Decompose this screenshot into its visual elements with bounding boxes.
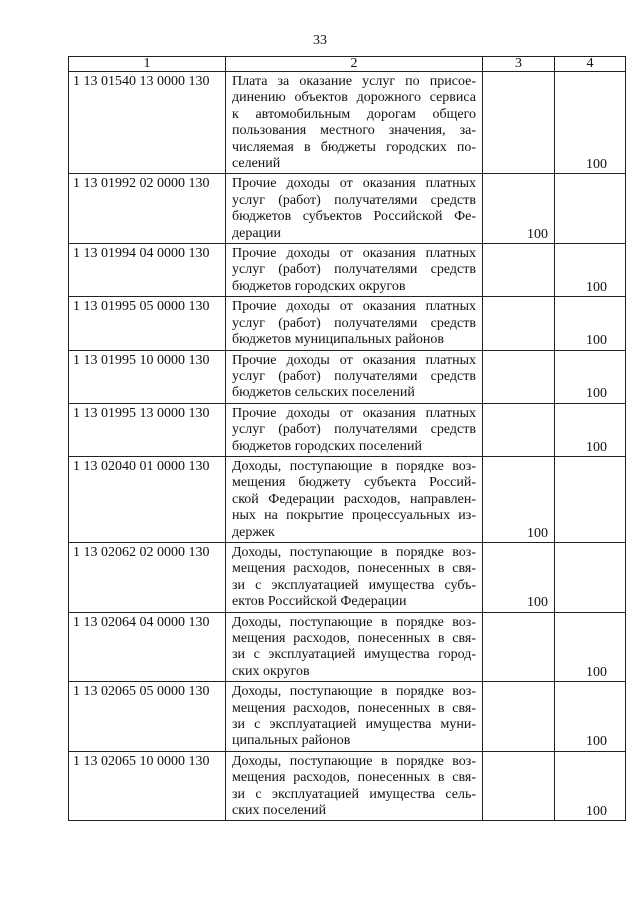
description-line: ских округов <box>232 663 310 679</box>
description-cell <box>226 244 483 297</box>
column-4-value: 100 <box>555 350 626 403</box>
description-line: бюджетов субъектов Российской Фе- <box>232 209 476 225</box>
column-header-4: 4 <box>555 57 626 72</box>
column-header-3: 3 <box>483 57 555 72</box>
budget-code-cell: 1 13 02064 04 0000 130 <box>69 612 226 682</box>
description-line: Плата за оказание услуг по присое- <box>232 74 476 89</box>
description-line: Доходы, поступающие в порядке воз- <box>232 684 476 700</box>
description-line: бюджетов сельских поселений <box>232 385 415 401</box>
description-line: Прочие доходы от оказания платных <box>232 299 476 315</box>
description-cell <box>226 542 483 612</box>
description-line: Доходы, поступающие в порядке воз- <box>232 544 476 560</box>
column-3-value <box>483 297 555 350</box>
budget-code-cell: 1 13 01995 10 0000 130 <box>69 350 226 403</box>
table-row <box>69 174 626 244</box>
table-row <box>69 751 626 821</box>
table-row <box>69 244 626 297</box>
description-line: динению объектов дорожного сервиса <box>232 90 476 106</box>
description-line: зи с эксплуатацией имущества сель- <box>232 786 476 802</box>
table-row <box>69 297 626 350</box>
budget-code-cell: 1 13 01994 04 0000 130 <box>69 244 226 297</box>
description-line: дерации <box>232 225 282 241</box>
column-3-value <box>483 72 555 174</box>
description-line: ных на покрытие процессуальных из- <box>232 508 476 524</box>
budget-code-cell: 1 13 02065 05 0000 130 <box>69 682 226 752</box>
description-cell <box>226 174 483 244</box>
description-line: услуг (работ) получателями средств <box>232 422 476 438</box>
description-line: Доходы, поступающие в порядке воз- <box>232 753 476 769</box>
column-3-value <box>483 751 555 821</box>
table-row <box>69 350 626 403</box>
column-3-value: 100 <box>483 542 555 612</box>
description-line: держек <box>232 524 275 540</box>
description-line: к автомобильным дорогам общего <box>232 106 476 122</box>
description-line: услуг (работ) получателями средств <box>232 262 476 278</box>
description-cell <box>226 751 483 821</box>
table-header-row <box>69 57 626 72</box>
description-line: ектов Российской Федерации <box>232 594 407 610</box>
description-cell <box>226 456 483 542</box>
column-4-value: 100 <box>555 403 626 456</box>
column-3-value: 100 <box>483 174 555 244</box>
description-cell <box>226 350 483 403</box>
column-3-value <box>483 350 555 403</box>
description-line: мещения расходов, понесенных в свя- <box>232 770 476 786</box>
column-4-value <box>555 174 626 244</box>
column-3-value <box>483 403 555 456</box>
description-line: бюджетов городских поселений <box>232 438 422 454</box>
description-line: мещения расходов, понесенных в свя- <box>232 561 476 577</box>
description-line: услуг (работ) получателями средств <box>232 315 476 331</box>
column-4-value: 100 <box>555 682 626 752</box>
description-line: Прочие доходы от оказания платных <box>232 246 476 262</box>
column-4-value: 100 <box>555 612 626 682</box>
budget-code-cell: 1 13 02065 10 0000 130 <box>69 751 226 821</box>
description-line: бюджетов муниципальных районов <box>232 332 444 348</box>
table-body <box>69 72 626 821</box>
budget-code-cell: 1 13 01540 13 0000 130 <box>69 72 226 174</box>
column-4-value: 100 <box>555 72 626 174</box>
description-cell <box>226 403 483 456</box>
column-3-value <box>483 612 555 682</box>
column-header-1: 1 <box>69 57 226 72</box>
description-line: ских поселений <box>232 803 327 819</box>
table-row <box>69 403 626 456</box>
description-line: Прочие доходы от оказания платных <box>232 352 476 368</box>
column-3-value <box>483 682 555 752</box>
description-line: Доходы, поступающие в порядке воз- <box>232 458 476 474</box>
budget-code-cell: 1 13 01995 13 0000 130 <box>69 403 226 456</box>
description-line: услуг (работ) получателями средств <box>232 192 476 208</box>
column-4-value: 100 <box>555 297 626 350</box>
description-line: ской Федерации расходов, направлен- <box>232 491 476 507</box>
column-4-value <box>555 456 626 542</box>
description-cell <box>226 612 483 682</box>
description-cell <box>226 72 483 174</box>
description-line: мещения расходов, понесенных в свя- <box>232 631 476 646</box>
description-cell <box>226 682 483 752</box>
column-4-value <box>555 542 626 612</box>
column-4-value: 100 <box>555 751 626 821</box>
page-number: 33 <box>313 33 327 48</box>
table-row <box>69 612 626 682</box>
description-line: селений <box>232 156 281 172</box>
description-line: Прочие доходы от оказания платных <box>232 405 476 421</box>
revenue-codes-table <box>68 56 626 821</box>
description-line: мещения бюджету субъекта Россий- <box>232 475 476 491</box>
column-3-value: 100 <box>483 456 555 542</box>
budget-code-cell: 1 13 02062 02 0000 130 <box>69 542 226 612</box>
description-line: услуг (работ) получателями средств <box>232 368 476 384</box>
description-line: Прочие доходы от оказания платных <box>232 176 476 192</box>
description-line: зи с эксплуатацией имущества муни- <box>232 717 476 733</box>
description-line: мещения расходов, понесенных в свя- <box>232 700 476 716</box>
description-cell <box>226 297 483 350</box>
table-row <box>69 456 626 542</box>
column-header-2: 2 <box>226 57 483 72</box>
description-line: зи с эксплуатацией имущества город- <box>232 647 476 663</box>
table-row <box>69 682 626 752</box>
column-4-value: 100 <box>555 244 626 297</box>
budget-code-cell: 1 13 01995 05 0000 130 <box>69 297 226 350</box>
description-line: пользования местного значения, за- <box>232 123 476 139</box>
description-line: зи с эксплуатацией имущества субъ- <box>232 577 476 593</box>
description-line: числяемая в бюджеты городских по- <box>232 139 476 155</box>
description-line: бюджетов городских округов <box>232 278 406 294</box>
budget-code-cell: 1 13 01992 02 0000 130 <box>69 174 226 244</box>
column-3-value <box>483 244 555 297</box>
table-row <box>69 542 626 612</box>
table-row <box>69 72 626 174</box>
description-line: ципальных районов <box>232 733 351 749</box>
description-line: Доходы, поступающие в порядке воз- <box>232 614 476 630</box>
budget-code-cell: 1 13 02040 01 0000 130 <box>69 456 226 542</box>
